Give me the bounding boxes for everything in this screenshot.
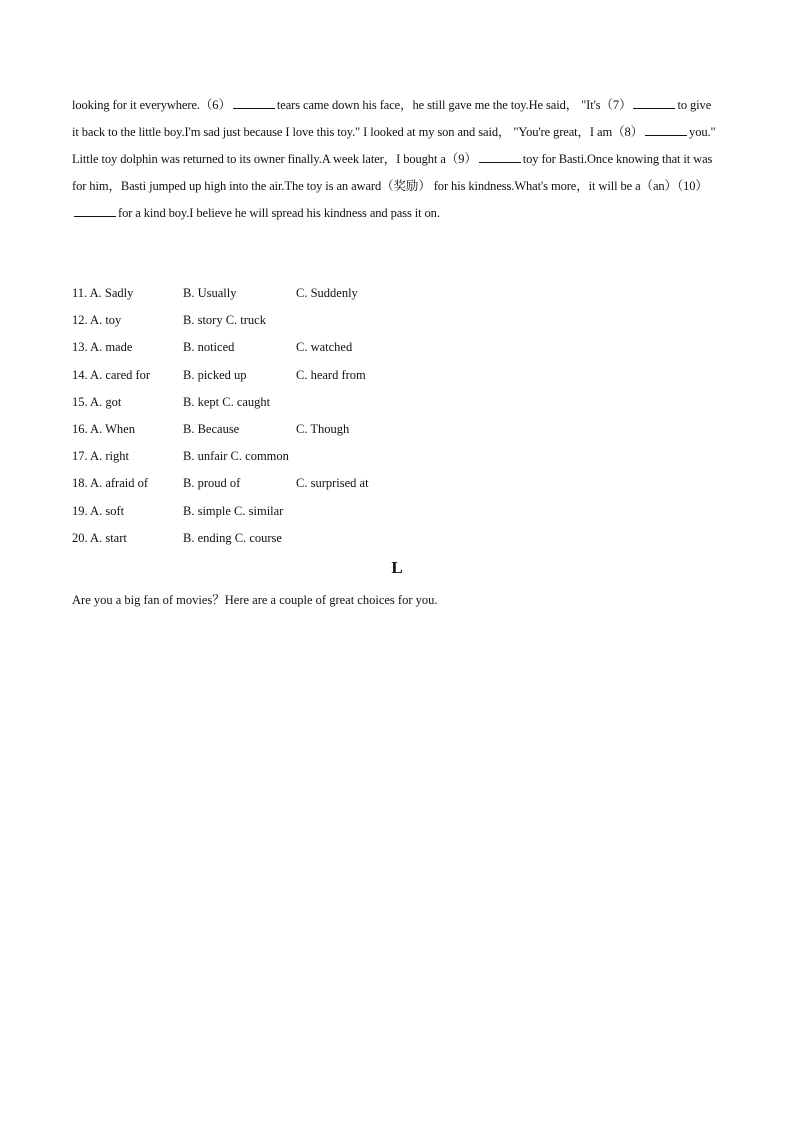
option-c: C. surprised at — [296, 476, 369, 491]
option-a: 11. A. Sadly — [72, 286, 134, 300]
section-heading: L — [391, 558, 403, 577]
passage-text: tears came down his face，he still gave me the toy.He said， "It's（7） — [276, 98, 632, 112]
option-c: C. Though — [296, 421, 350, 436]
blank-9 — [479, 148, 521, 163]
passage-text: to give it back to the little boy.I'm sad just because I love this toy." I looked at my son and said， "You're great，I am（8） — [72, 98, 712, 139]
option-a: 17. A. right — [72, 449, 129, 464]
blank-10 — [74, 202, 116, 217]
option-a: 18. A. afraid of — [72, 476, 149, 491]
option-c: C. watched — [296, 340, 353, 355]
option-a: 19. A. soft — [72, 503, 125, 518]
option-a: 16. A. When — [72, 421, 135, 436]
option-c: C. heard from — [296, 367, 366, 382]
option-b: B. proud of — [183, 476, 241, 491]
passage-paragraph-1 — [72, 92, 717, 146]
option-a: 20. A. start — [72, 530, 127, 545]
section-intro: Are you a big fan of movies？Here are a couple of great choices for you. — [72, 593, 438, 607]
option-b-c: B. unfair C. common — [183, 449, 289, 464]
blank-7 — [633, 94, 675, 109]
passage-text: for a kind boy.I believe he will spread his kindness and pass it on. — [118, 206, 440, 220]
passage-text: toy for Basti.Once knowing that it was for him，Basti jumped up high into the air.The toy is an award（奖励） for his kindness.What's more，it will be a（an）（10） — [72, 152, 713, 193]
option-b-c: B. ending C. course — [183, 530, 282, 545]
option-b: B. Usually — [183, 286, 237, 300]
passage-text: looking for it everywhere.（6） — [72, 98, 231, 112]
option-b: B. picked up — [183, 367, 247, 382]
option-b: B. Because — [183, 421, 240, 436]
passage-text: Little toy dolphin was returned to its owner finally.A week later，I bought a（9） — [72, 152, 477, 166]
passage-text: you." — [689, 125, 716, 139]
option-b-c: B. story C. truck — [183, 313, 266, 328]
option-b: B. noticed — [183, 340, 235, 355]
option-a: 12. A. toy — [72, 313, 122, 328]
blank-6 — [233, 94, 275, 109]
option-a: 14. A. cared for — [72, 367, 151, 382]
option-b-c: B. kept C. caught — [183, 394, 271, 409]
option-b-c: B. simple C. similar — [183, 503, 284, 518]
cloze-passage — [72, 92, 717, 227]
option-a: 15. A. got — [72, 394, 122, 409]
option-c: C. Suddenly — [296, 286, 358, 300]
option-a: 13. A. made — [72, 340, 133, 355]
blank-8 — [645, 121, 687, 136]
passage-paragraph-2 — [72, 146, 717, 227]
